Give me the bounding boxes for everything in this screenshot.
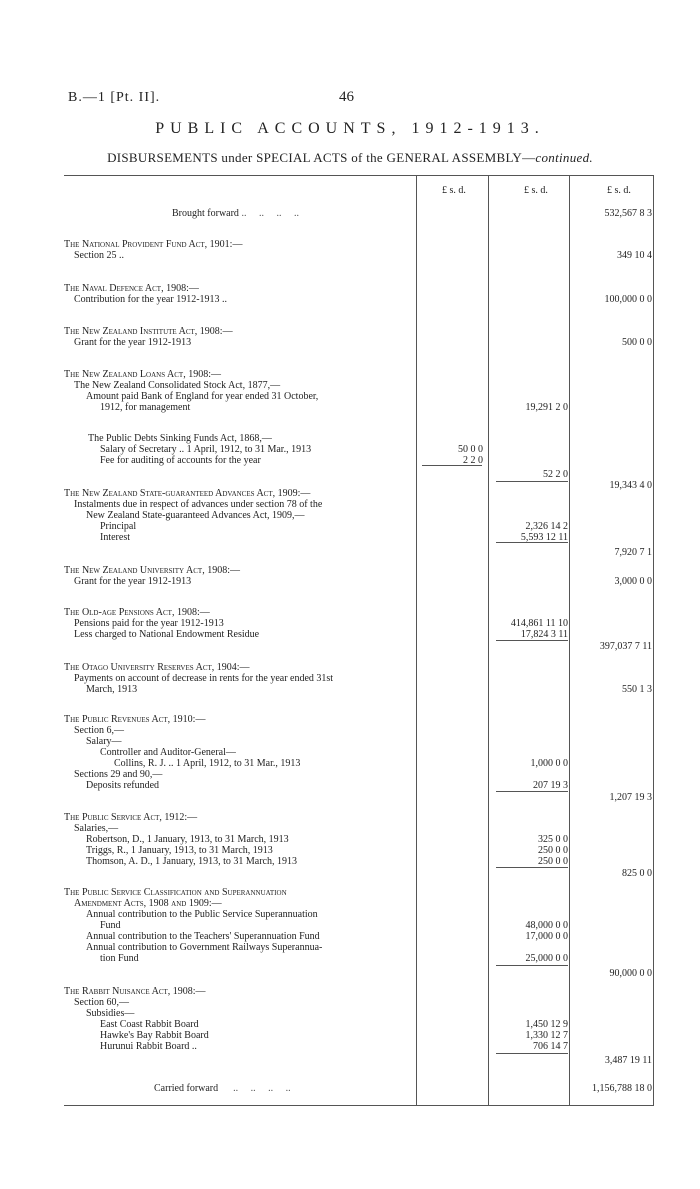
item-amount: 25,000 0 0 <box>525 953 568 964</box>
item-amount: 207 19 3 <box>533 780 568 791</box>
sub-act: The New Zealand Consolidated Stock Act, 1877,— <box>74 380 281 391</box>
total-amount: 100,000 0 0 <box>604 294 652 305</box>
column-divider <box>569 175 570 1106</box>
act-title: The New Zealand University Act, 1908:— <box>64 565 240 576</box>
total-amount: 3,487 19 11 <box>604 1055 652 1066</box>
act-title: The National Provident Fund Act, 1901:— <box>64 239 243 250</box>
line-item: Subsidies— <box>86 1008 135 1019</box>
carried-forward-label: Carried forward <box>154 1083 219 1094</box>
act-title: The New Zealand State-guaranteed Advances Act, 1909:— <box>64 488 311 499</box>
page-reference: B.—1 [Pt. II]. <box>68 90 161 105</box>
sum-rule <box>422 465 482 466</box>
line-item: Grant for the year 1912-1913 <box>74 576 192 587</box>
act-title: The Naval Defence Act, 1908:— <box>64 283 199 294</box>
line-item: Amount paid Bank of England for year ended 31 October, <box>86 391 319 402</box>
act-title: The Otago University Reserves Act, 1904:— <box>64 662 250 673</box>
act-title: The Old-age Pensions Act, 1908:— <box>64 607 210 618</box>
total-amount: 550 1 3 <box>622 684 652 695</box>
carried-forward-amount: 1,156,788 18 0 <box>592 1083 652 1094</box>
item-amount: 1,330 12 7 <box>525 1030 568 1041</box>
line-item: Collins, R. J. .. 1 April, 1912, to 31 Mar., 1913 <box>114 758 301 769</box>
subtotal-amount: 52 2 0 <box>543 469 568 480</box>
line-item: Fee for auditing of accounts for the year <box>100 455 261 466</box>
line-item: Annual contribution to Government Railways Superannua- <box>86 942 323 953</box>
total-amount: 3,000 0 0 <box>614 576 652 587</box>
line-item: Pensions paid for the year 1912-1913 <box>74 618 224 629</box>
line-item: Thomson, A. D., 1 January, 1913, to 31 March, 1913 <box>86 856 297 867</box>
item-amount: 250 0 0 <box>538 856 568 867</box>
brought-forward-amount: 532,567 8 3 <box>604 208 652 219</box>
line-item: Section 60,— <box>74 997 129 1008</box>
item-amount: 2 2 0 <box>463 455 483 466</box>
table-top-rule <box>64 175 654 176</box>
page-subtitle <box>0 150 700 166</box>
line-item: East Coast Rabbit Board <box>100 1019 199 1030</box>
subtitle-main: DISBURSEMENTS under SPECIAL ACTS of the GENERAL ASSEMBLY— <box>107 150 536 165</box>
subtitle-continued: continued. <box>535 150 593 165</box>
item-amount: 325 0 0 <box>538 834 568 845</box>
sum-rule <box>496 481 568 482</box>
line-item: Annual contribution to the Teachers' Superannuation Fund <box>86 931 320 942</box>
line-item: tion Fund <box>100 953 139 964</box>
total-amount: 500 0 0 <box>622 337 652 348</box>
sum-rule <box>496 791 568 792</box>
line-item: Less charged to National Endowment Residue <box>74 629 260 640</box>
line-item: March, 1913 <box>86 684 138 695</box>
total-amount: 825 0 0 <box>622 868 652 879</box>
column-header-2: £ s. d. <box>524 185 548 196</box>
line-item: Triggs, R., 1 January, 1913, to 31 March, 1913 <box>86 845 273 856</box>
sum-rule <box>496 542 568 543</box>
column-divider <box>416 175 417 1106</box>
line-item: Section 6,— <box>74 725 124 736</box>
brought-forward-label: Brought forward <box>172 208 239 219</box>
line-item: Annual contribution to the Public Service Superannuation <box>86 909 318 920</box>
line-item: Robertson, D., 1 January, 1913, to 31 March, 1913 <box>86 834 289 845</box>
column-divider <box>653 175 654 1106</box>
total-amount: 90,000 0 0 <box>609 968 652 979</box>
sum-rule <box>496 640 568 641</box>
total-amount: 19,343 4 0 <box>609 480 652 491</box>
column-header-1: £ s. d. <box>442 185 466 196</box>
page-number: 46 <box>339 89 354 105</box>
total-amount: 349 10 4 <box>617 250 652 261</box>
item-amount: 5,593 12 11 <box>520 532 568 543</box>
line-item: Instalments due in respect of advances under section 78 of the <box>74 499 323 510</box>
item-amount: 1,450 12 9 <box>525 1019 568 1030</box>
sub-act: The Public Debts Sinking Funds Act, 1868,— <box>88 433 272 444</box>
line-item: Principal <box>100 521 137 532</box>
line-item: New Zealand State-guaranteed Advances Act, 1909,— <box>86 510 305 521</box>
act-title: The Public Service Act, 1912:— <box>64 812 198 823</box>
item-amount: 250 0 0 <box>538 845 568 856</box>
act-title: The Rabbit Nuisance Act, 1908:— <box>64 986 206 997</box>
act-title: The New Zealand Loans Act, 1908:— <box>64 369 221 380</box>
act-title: The New Zealand Institute Act, 1908:— <box>64 326 233 337</box>
line-item: Salaries,— <box>74 823 119 834</box>
line-item: Interest <box>100 532 130 543</box>
line-item: Sections 29 and 90,— <box>74 769 163 780</box>
item-amount: 1,000 0 0 <box>530 758 568 769</box>
column-header-3: £ s. d. <box>607 185 631 196</box>
line-item: Controller and Auditor-General— <box>100 747 236 758</box>
act-title: Amendment Acts, 1908 and 1909:— <box>74 898 222 909</box>
line-item: Hawke's Bay Rabbit Board <box>100 1030 209 1041</box>
total-amount: 397,037 7 11 <box>599 641 652 652</box>
act-title: The Public Service Classification and Superannuation <box>64 887 287 898</box>
sum-rule <box>496 1053 568 1054</box>
line-item: 1912, for management <box>100 402 191 413</box>
line-item: Contribution for the year 1912-1913 .. <box>74 294 228 305</box>
line-item: Hurunui Rabbit Board .. <box>100 1041 197 1052</box>
line-item: Fund <box>100 920 121 931</box>
page-title: PUBLIC ACCOUNTS, 1912-1913. <box>155 120 545 137</box>
item-amount: 17,824 3 11 <box>520 629 568 640</box>
item-amount: 17,000 0 0 <box>525 931 568 942</box>
disbursements-table: £ s. d. £ s. d. £ s. d. Brought forward .. .. .. .. 532,567 8 3 The National Provident Fund Act, 1901:— Section 25 .. 349 10 4 The Naval Defence Act, 1908:— Contribution for the year 1912-1913 .. 100,000 0 0 The New Zealand Institute Act, 1908:— Grant for the year 1912-1913 500 0 0 The New Zealand Loans Act, 1908:— The New Zealand Consolidated Stock Act, 1877,— Amount paid Bank of England for year ended 31 October, 1912, for management 19,291 2 0 The Public Debts Sinking Funds Act, 1868,— Salary of Secretary .. 1 April, 1912, to 31 Mar., 1913 Fee for auditing of accounts for the year 50 0 0 2 2 0 52 2 0 19,343 4 0 The New Zealand State-guaranteed Advances Act, 1909:— Instalments due in respect of advances under section 78 of the New Zealand State-guaranteed Advances Act, 1909,— Principal Interest 2,326 14 2 5,593 12 11 7,920 7 1 The New Zealand University Act, 1908:— Grant for the year 1912-1913 3,000 0 0 The Old-age Pensions Act, 1908:— Pensions paid for the year 1912-1913 Less charged to National Endowment Residue 414,861 11 10 17,824 3 11 397,037 7 11 The Otago University Reserves Act, 1904:— Payments on account of decrease in rents for the year ended 31st March, 1913 550 1 3 The Public Revenues Act, 1910:— Section 6,— Salary— Controller and Auditor-General— Collins, R. J. .. 1 April, 1912, to 31 Mar., 1913 Sections 29 and 90,— Deposits refunded 1,000 0 0 207 19 3 1,207 19 3 The Public Service Act, 1912:— Salaries,— Robertson, D., 1 January, 1913, to 31 March, 1913 Triggs, R., 1 January, 1913, to 31 March, 1913 Thomson, A. D., 1 January, 1913, to 31 March, 1913 325 0 0 250 0 0 250 0 0 825 0 0 The Public Service Classification and Superannuation Amendment Acts, 1908 and 1909:— Annual contribution to the Public Service Superannuation Fund Annual contribution to the Teachers' Superannuation Fund Annual contribution to Government Railways Superannua- tion Fund 48,000 0 0 17,000 0 0 25,000 0 0 90,000 0 0 The Rabbit Nuisance Act, 1908:— Section 60,— Subsidies— East Coast Rabbit Board Hawke's Bay Rabbit Board Hurunui Rabbit Board .. 1,450 12 9 1,330 12 7 706 14 7 3,487 19 11 Carried forward .. .. .. .. 1,156,788 18 0 <box>64 175 654 1106</box>
line-item: Section 25 .. <box>74 250 124 261</box>
total-amount: 1,207 19 3 <box>609 792 652 803</box>
item-amount: 50 0 0 <box>458 444 483 455</box>
line-item: Grant for the year 1912-1913 <box>74 337 192 348</box>
line-item: Salary of Secretary .. 1 April, 1912, to 31 Mar., 1913 <box>100 444 312 455</box>
line-item: Payments on account of decrease in rents for the year ended 31st <box>74 673 334 684</box>
sum-rule <box>496 867 568 868</box>
sum-rule <box>496 965 568 966</box>
item-amount: 48,000 0 0 <box>525 920 568 931</box>
act-title: The Public Revenues Act, 1910:— <box>64 714 206 725</box>
item-amount: 414,861 11 10 <box>510 618 568 629</box>
total-amount: 7,920 7 1 <box>614 547 652 558</box>
column-divider <box>488 175 489 1106</box>
line-item: Deposits refunded <box>86 780 160 791</box>
item-amount: 2,326 14 2 <box>525 521 568 532</box>
line-item: Salary— <box>86 736 122 747</box>
item-amount: 706 14 7 <box>533 1041 568 1052</box>
subtotal-amount: 19,291 2 0 <box>525 402 568 413</box>
table-bottom-rule <box>64 1105 654 1106</box>
